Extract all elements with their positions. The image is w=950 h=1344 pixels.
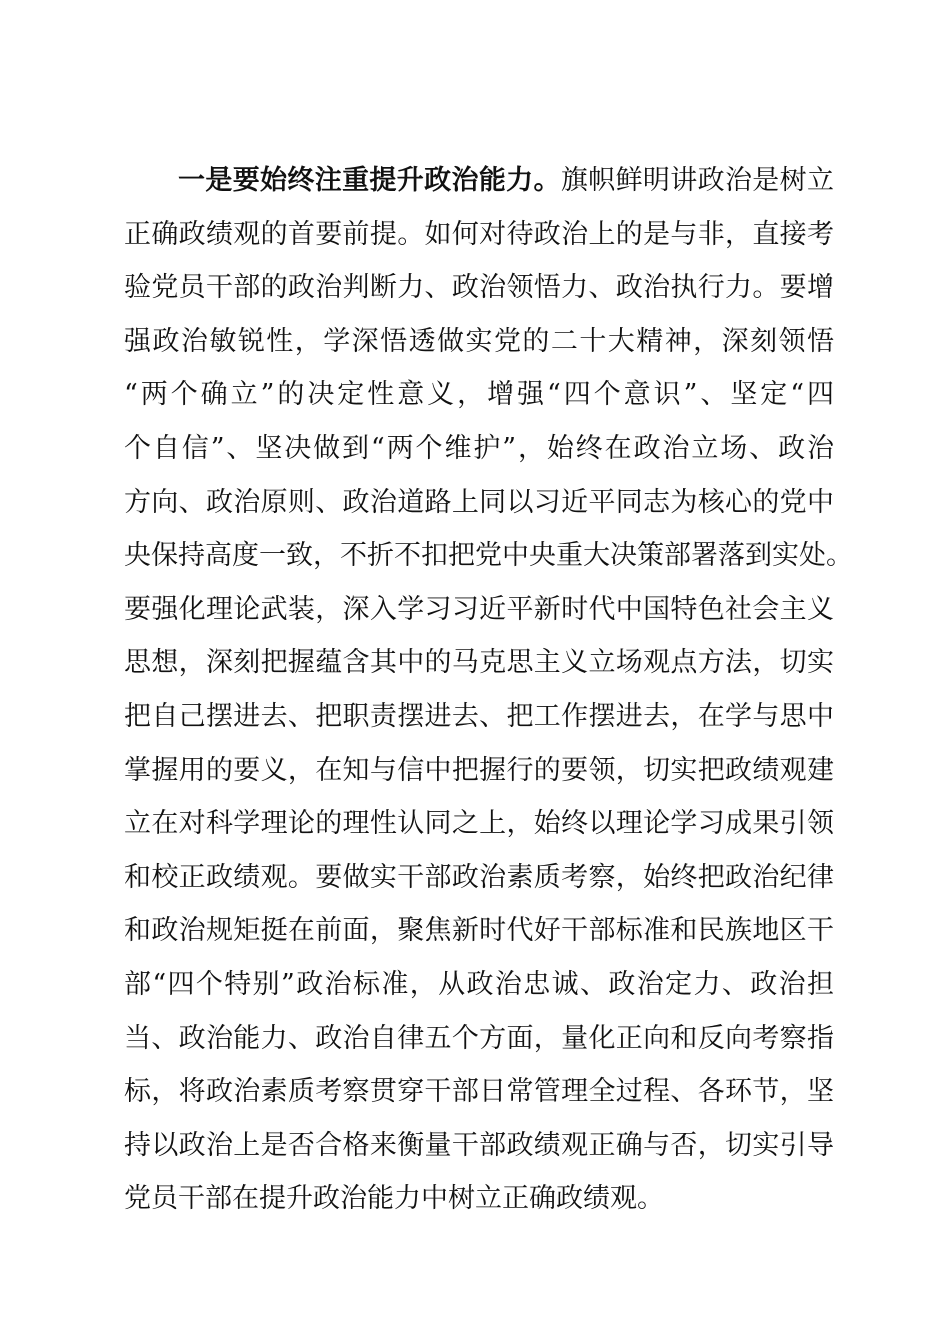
paragraph-line: 强政治敏锐性，学深悟透做实党的二十大精神，深刻领悟 <box>124 325 834 357</box>
paragraph-line: 掌握用的要义，在知与信中把握行的要领，切实把政绩观建 <box>124 754 834 786</box>
paragraph-line: 党员干部在提升政治能力中树立正确政绩观。 <box>124 1183 664 1215</box>
paragraph-line-text: 旗帜鲜明讲政治是树立 <box>560 165 835 196</box>
paragraph-line: 把自己摆进去、把职责摆进去、把工作摆进去，在学与思中 <box>124 700 834 732</box>
paragraph-line: 立在对科学理论的理性认同之上，始终以理论学习成果引领 <box>124 808 834 840</box>
paragraph-line: 方向、政治原则、政治道路上同以习近平同志为核心的党中 <box>124 486 834 518</box>
paragraph-line: 央保持高度一致，不折不扣把党中央重大决策部署落到实处。 <box>124 540 853 572</box>
paragraph-line: 当、政治能力、政治自律五个方面，量化正向和反向考察指 <box>124 1022 834 1054</box>
paragraph-heading: 一是要始终注重提升政治能力。 <box>178 165 561 196</box>
body-paragraph <box>124 154 853 1226</box>
paragraph-line: 正确政绩观的首要前提。如何对待政治上的是与非，直接考 <box>124 218 834 250</box>
paragraph-line: 标，将政治素质考察贯穿干部日常管理全过程、各环节，坚 <box>124 1076 834 1108</box>
paragraph-line: “两个确立”的决定性意义，增强“四个意识”、坚定“四 <box>124 379 834 411</box>
paragraph-line: 验党员干部的政治判断力、政治领悟力、政治执行力。要增 <box>124 272 834 304</box>
paragraph-line: 持以政治上是否合格来衡量干部政绩观正确与否，切实引导 <box>124 1129 834 1161</box>
paragraph-line: 部“四个特别”政治标准，从政治忠诚、政治定力、政治担 <box>124 968 834 1000</box>
paragraph-line: 要强化理论武装，深入学习习近平新时代中国特色社会主义 <box>124 593 834 625</box>
paragraph-line: 个自信”、坚决做到“两个维护”，始终在政治立场、政治 <box>124 432 834 464</box>
paragraph-line <box>124 154 834 208</box>
paragraph-line: 和校正政绩观。要做实干部政治素质考察，始终把政治纪律 <box>124 861 834 893</box>
paragraph-line: 思想，深刻把握蕴含其中的马克思主义立场观点方法，切实 <box>124 647 834 679</box>
paragraph-line: 和政治规矩挺在前面，聚焦新时代好干部标准和民族地区干 <box>124 915 834 947</box>
